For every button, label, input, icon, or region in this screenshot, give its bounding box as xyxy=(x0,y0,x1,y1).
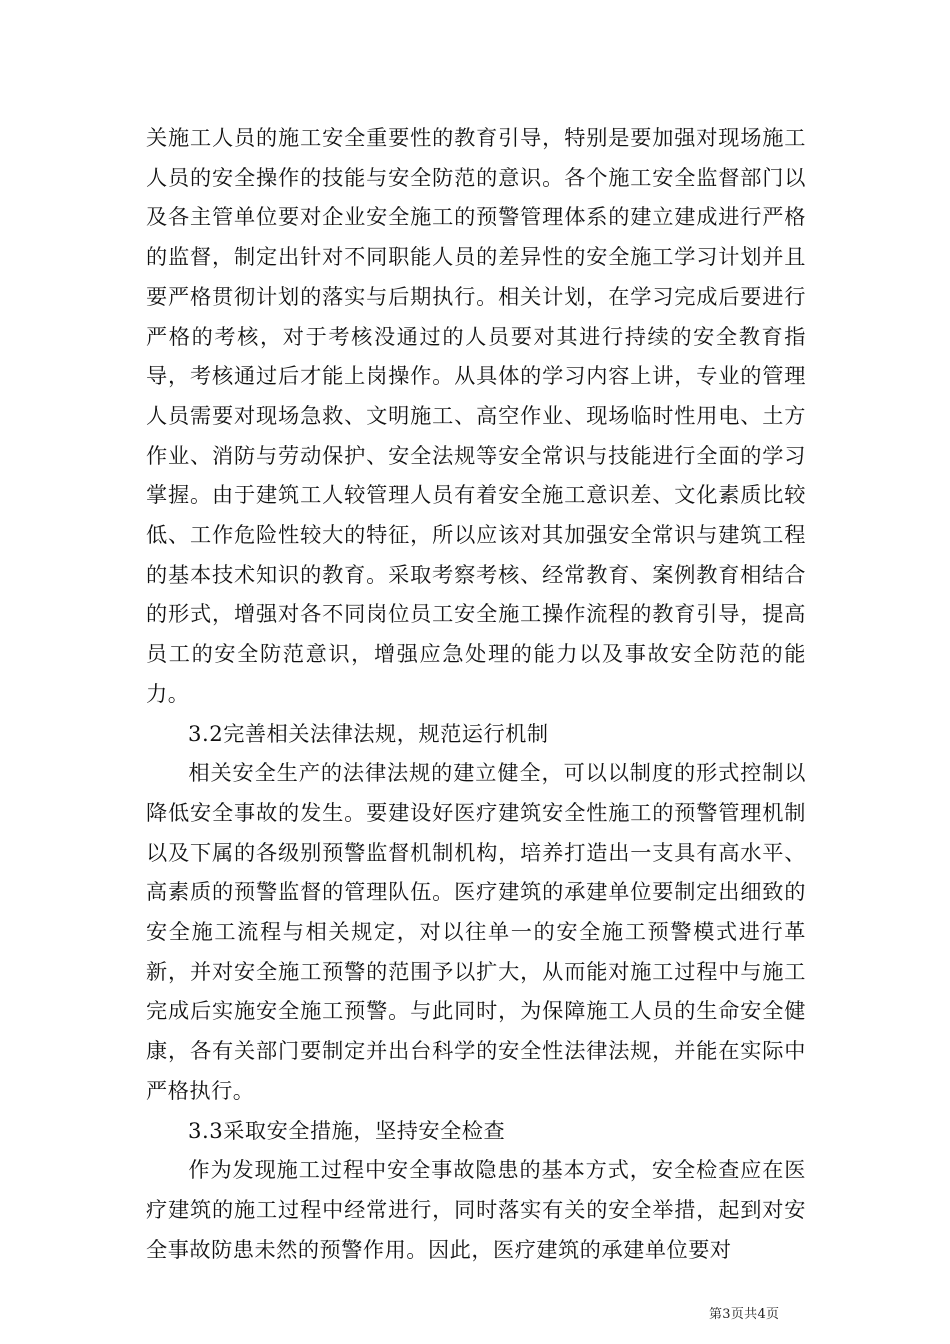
paragraph-safety-inspection: 作为发现施工过程中安全事故隐患的基本方式，安全检查应在医疗建筑的施工过程中经常进行，同时落实有关的安全举措，起到对安全事故防患未然的预警作用。因此，医疗建筑的承建单位要对 xyxy=(146,1157,806,1262)
paragraph-legal-framework: 相关安全生产的法律法规的建立健全，可以以制度的形式控制以降低安全事故的发生。要建设好医疗建筑安全性施工的预警管理机制以及下属的各级别预警监督机制机构，培养打造出一支具有高水平、高素质的预警监督的管理队伍。医疗建筑的承建单位要制定出细致的安全施工流程与相关规定，对以往单一的安全施工预警模式进行革新，并对安全施工预警的范围予以扩大，从而能对施工过程中与施工完成后实施安全施工预警。与此同时，为保障施工人员的生命安全健康，各有关部门要制定并出台科学的安全性法律法规，并能在实际中严格执行。 xyxy=(146,760,806,1103)
section-heading-3-3: 3.3采取安全措施，坚持安全检查 xyxy=(188,1117,506,1143)
page-number-footer: 第3页共4页 xyxy=(709,1307,780,1322)
section-heading-3-2: 3.2完善相关法律法规，规范运行机制 xyxy=(188,720,549,746)
page-body xyxy=(146,118,806,1269)
paragraph-continuation: 关施工人员的施工安全重要性的教育引导，特别是要加强对现场施工人员的安全操作的技能与安全防范的意识。各个施工安全监督部门以及各主管单位要对企业安全施工的预警管理体系的建立建成进行严格的监督，制定出针对不同职能人员的差异性的安全施工学习计划并且要严格贯彻计划的落实与后期执行。相关计划，在学习完成后要进行严格的考核，对于考核没通过的人员要对其进行持续的安全教育指导，考核通过后才能上岗操作。从具体的学习内容上讲，专业的管理人员需要对现场急救、文明施工、高空作业、现场临时性用电、土方作业、消防与劳动保护、安全法规等安全常识与技能进行全面的学习掌握。由于建筑工人较管理人员有着安全施工意识差、文化素质比较低、工作危险性较大的特征，所以应该对其加强安全常识与建筑工程的基本技术知识的教育。采取考察考核、经常教育、案例教育相结合的形式，增强对各不同岗位员工安全施工操作流程的教育引导，提高员工的安全防范意识，增强应急处理的能力以及事故安全防范的能力。 xyxy=(146,125,806,706)
